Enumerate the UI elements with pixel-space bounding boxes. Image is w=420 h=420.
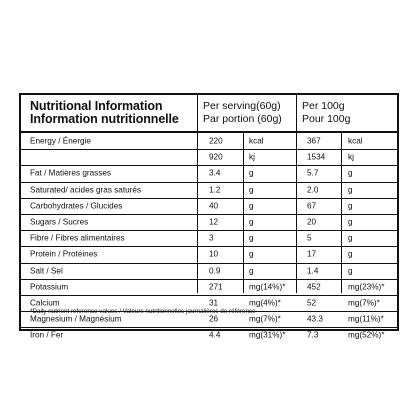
row-label: Calcium [30,298,60,308]
column-divider [296,95,297,293]
per-serving-unit: kcal [249,136,264,146]
per-100g-value: 43.3 [307,314,323,324]
per-100g-unit: mg(11%)* [348,314,384,324]
per-serving-unit: kj [249,152,255,162]
per-serving-unit: g [249,217,254,227]
table-row [21,327,397,343]
per-100g-value: 2.0 [307,185,319,195]
per-serving-unit: mg(4%)* [249,298,281,308]
per-serving-unit: mg(7%)* [249,314,281,324]
per-100g-value: 67 [307,201,317,211]
table-title [30,100,179,126]
per-100g-value: 452 [307,282,321,292]
title-english: Nutritional Information [30,99,163,113]
per-serving-unit: g [249,249,254,259]
row-label: Carbohydrates / Glucides [30,201,123,211]
per-100g-value: 1.4 [307,266,319,276]
row-label: Potassium [30,282,69,292]
per-serving-unit: g [249,201,254,211]
per-100g-value: 20 [307,217,317,227]
title-french: Information nutritionnelle [30,112,179,126]
per-serving-value: 271 [209,282,223,292]
per-100g-unit: mg(52%)* [348,330,385,340]
per-100g-value: 5.7 [307,168,319,178]
table-header [21,95,397,133]
column-divider [197,95,198,293]
per-serving-value: 220 [209,136,223,146]
per-100g-unit: g [348,217,353,227]
per-serving-french: Par portion (60g) [203,112,282,125]
per-serving-unit: g [249,168,254,178]
column-divider [243,131,244,293]
nutrition-table [19,93,399,340]
per-100g-unit: g [348,185,353,195]
per-100g-unit: kj [348,152,354,162]
per-100g-value: 367 [307,136,321,146]
per-serving-value: 4.4 [209,330,221,340]
per-serving-unit: mg(31%)* [249,330,286,340]
per-100g-unit: g [348,201,353,211]
per-100g-value: 5 [307,233,312,243]
per-100g-unit: g [348,168,353,178]
per-serving-value: 10 [209,249,219,259]
per-serving-value: 1.2 [209,185,221,195]
per-100g-unit: kcal [348,136,363,146]
row-label: Fat / Matières grasses [30,168,111,178]
per-serving-unit: g [249,266,254,276]
per-100g-unit: mg(23%)* [348,282,385,292]
per-serving-value: 3 [209,233,214,243]
per-serving-value: 3.4 [209,168,221,178]
row-label: Fibre / Fibres alimentaires [30,233,125,243]
per-100g-value: 17 [307,249,317,259]
per-serving-english: Per serving(60g) [203,100,281,112]
per-100g-value: 52 [307,298,317,308]
per-serving-value: 0.9 [209,266,221,276]
per-serving-unit: g [249,185,254,195]
column-divider [341,131,342,293]
row-label: Salt / Sel [30,266,63,276]
per-100g-value: 7.3 [307,330,319,340]
per-100g-header [302,100,350,125]
per-100g-value: 1534 [307,152,326,162]
per-100g-english: Per 100g [302,100,345,112]
row-label: Sugars / Sucres [30,217,89,227]
row-label: Iron / Fer [30,330,64,340]
per-100g-unit: g [348,266,353,276]
per-serving-value: 40 [209,201,219,211]
per-serving-value: 31 [209,298,219,308]
per-100g-french: Pour 100g [302,112,351,125]
per-100g-unit: g [348,249,353,259]
per-serving-unit: g [249,233,254,243]
row-label: Energy / Énergie [30,136,91,146]
per-serving-value: 12 [209,217,219,227]
per-serving-value: 26 [209,314,219,324]
per-serving-unit: mg(14%)* [249,282,286,292]
per-100g-unit: mg(7%)* [348,298,380,308]
row-label: Magnesium / Magnésium [30,314,122,324]
footnote: *Daily nutrient reference values / Valeurs nutritionnelles journalières de référence [30,308,256,315]
per-serving-header [203,100,282,125]
per-serving-value: 920 [209,152,223,162]
row-label: Protein / Protéines [30,249,98,259]
row-label: Saturated/ acides gras saturés [30,185,142,195]
per-100g-unit: g [348,233,353,243]
